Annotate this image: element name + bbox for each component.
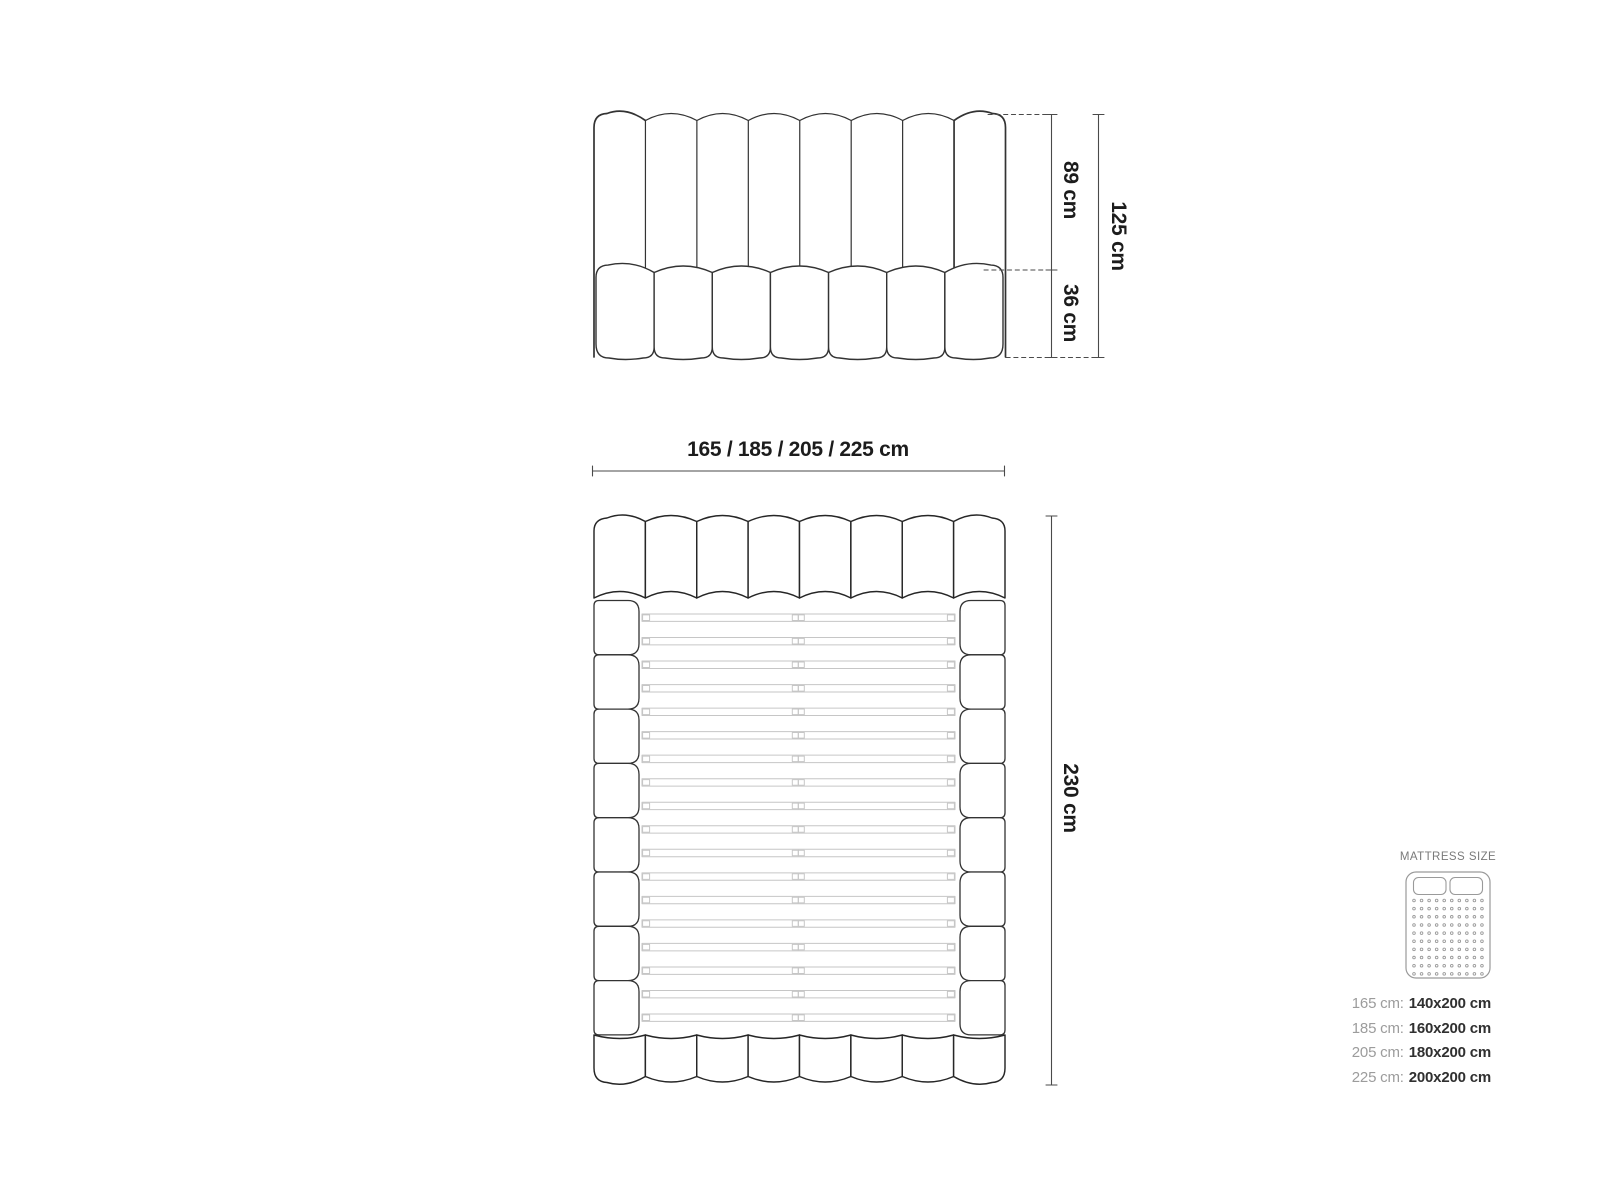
front-upper-height-label: 89 cm	[1059, 160, 1082, 220]
mattress-size-row	[1352, 1017, 1491, 1042]
top-width-label: 165 / 185 / 205 / 225 cm	[687, 438, 909, 461]
size-row-value: 140x200 cm	[1408, 995, 1491, 1012]
mattress-size-row	[1352, 1066, 1491, 1091]
size-row-label: 185 cm:	[1351, 1019, 1404, 1037]
front-lower-height-label: 36 cm	[1059, 283, 1082, 343]
size-row-value: 160x200 cm	[1408, 1019, 1491, 1037]
mattress-size-row	[1352, 992, 1491, 1017]
mattress-size-table	[1352, 992, 1491, 1090]
size-row-label: 225 cm:	[1351, 1068, 1404, 1086]
slats-group	[642, 614, 955, 1021]
size-row-label: 165 cm:	[1351, 995, 1404, 1012]
size-row-value: 200x200 cm	[1408, 1068, 1491, 1086]
mattress-icon	[1406, 872, 1490, 978]
front-view-drawing	[594, 111, 1006, 359]
top-view-drawing	[594, 515, 1005, 1084]
size-row-value: 180x200 cm	[1408, 1044, 1491, 1061]
front-total-height-label: 125 cm	[1107, 201, 1130, 271]
dimension-annotations	[593, 115, 1105, 1086]
size-row-label: 205 cm:	[1351, 1044, 1404, 1061]
top-length-label: 230 cm	[1059, 763, 1082, 833]
mattress-size-title: MATTRESS SIZE	[1399, 851, 1497, 863]
mattress-size-row	[1352, 1041, 1491, 1066]
